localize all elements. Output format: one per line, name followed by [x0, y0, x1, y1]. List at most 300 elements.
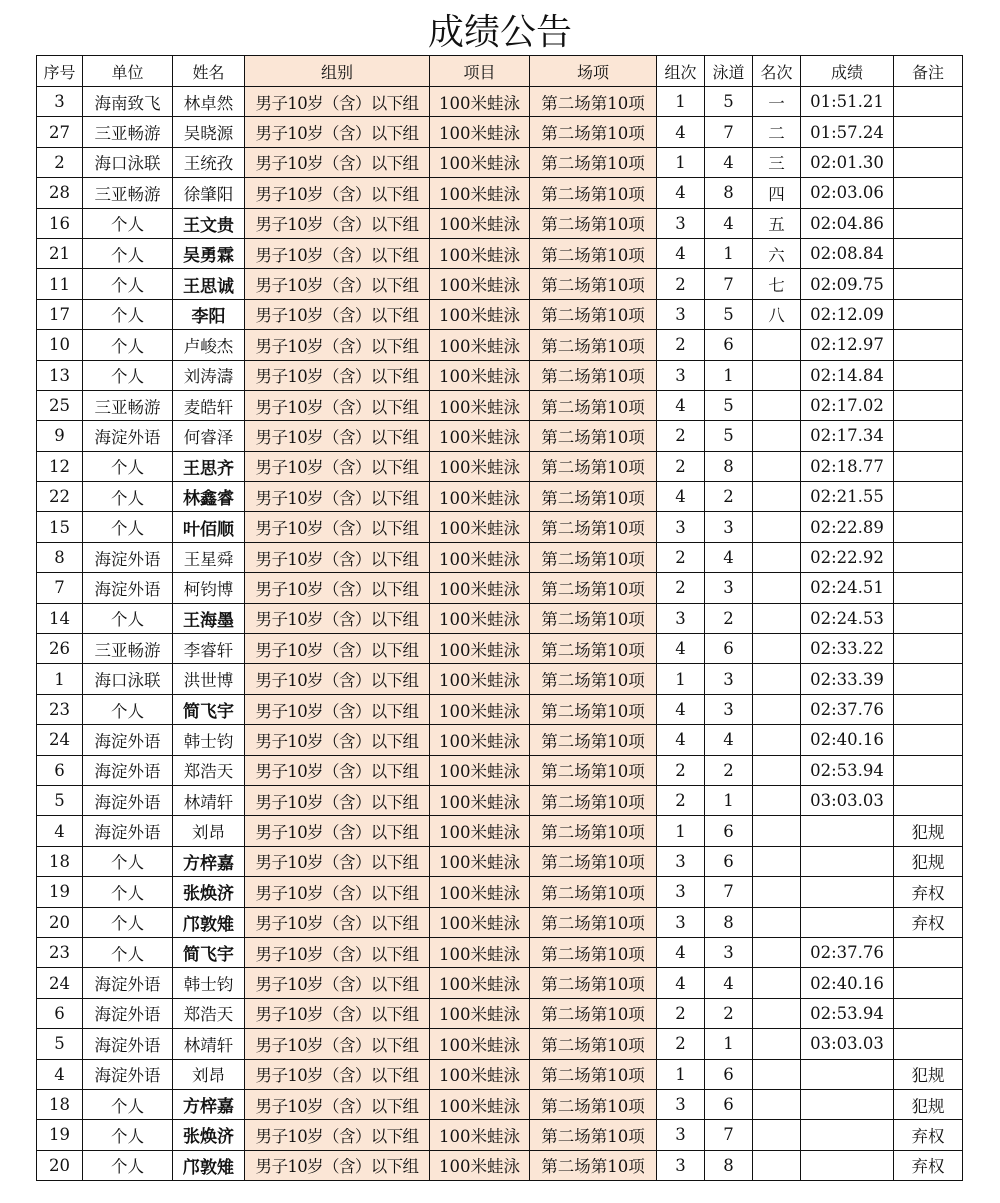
cell-unit: 三亚畅游: [83, 634, 173, 664]
cell-unit: 海淀外语: [83, 785, 173, 815]
cell-session: 第二场第10项: [530, 238, 657, 268]
cell-event: 100米蛙泳: [430, 482, 530, 512]
table-row: [37, 907, 963, 937]
cell-group: 男子10岁（含）以下组: [245, 907, 430, 937]
cell-no: 16: [37, 208, 83, 238]
cell-unit: 个人: [83, 208, 173, 238]
cell-name: 林靖轩: [173, 1029, 245, 1059]
cell-group: 男子10岁（含）以下组: [245, 1029, 430, 1059]
cell-lane: 3: [705, 512, 753, 542]
cell-time: [801, 877, 894, 907]
cell-event: 100米蛙泳: [430, 603, 530, 633]
table-row: [37, 482, 963, 512]
cell-group: 男子10岁（含）以下组: [245, 178, 430, 208]
cell-name: 张焕济: [173, 877, 245, 907]
cell-time: 02:17.02: [801, 390, 894, 420]
cell-note: [894, 360, 963, 390]
cell-time: [801, 1059, 894, 1089]
cell-unit: 个人: [83, 269, 173, 299]
cell-event: 100米蛙泳: [430, 390, 530, 420]
cell-unit: 个人: [83, 238, 173, 268]
cell-lane: 6: [705, 634, 753, 664]
cell-no: 5: [37, 1029, 83, 1059]
cell-note: 弃权: [894, 1150, 963, 1180]
cell-rank: [753, 634, 801, 664]
cell-name: 吴晓源: [173, 117, 245, 147]
cell-name: 简飞宇: [173, 937, 245, 967]
header-cell-group: 组别: [245, 56, 430, 87]
cell-event: 100米蛙泳: [430, 1089, 530, 1119]
table-row: [37, 330, 963, 360]
cell-rank: [753, 877, 801, 907]
table-row: [37, 1150, 963, 1180]
cell-name: 郑浩天: [173, 998, 245, 1028]
cell-rank: [753, 451, 801, 481]
cell-rank: [753, 725, 801, 755]
cell-unit: 个人: [83, 877, 173, 907]
cell-no: 4: [37, 1059, 83, 1089]
cell-lane: 7: [705, 117, 753, 147]
cell-lane: 1: [705, 360, 753, 390]
cell-heat: 2: [657, 998, 705, 1028]
cell-no: 24: [37, 725, 83, 755]
cell-lane: 3: [705, 664, 753, 694]
cell-name: 张焕济: [173, 1120, 245, 1150]
cell-no: 13: [37, 360, 83, 390]
cell-no: 21: [37, 238, 83, 268]
cell-lane: 6: [705, 1089, 753, 1119]
cell-heat: 4: [657, 725, 705, 755]
cell-unit: 个人: [83, 512, 173, 542]
cell-unit: 个人: [83, 603, 173, 633]
cell-session: 第二场第10项: [530, 937, 657, 967]
cell-unit: 海淀外语: [83, 816, 173, 846]
cell-lane: 3: [705, 937, 753, 967]
cell-event: 100米蛙泳: [430, 238, 530, 268]
cell-unit: 海口泳联: [83, 664, 173, 694]
cell-event: 100米蛙泳: [430, 117, 530, 147]
cell-group: 男子10岁（含）以下组: [245, 877, 430, 907]
cell-time: 01:51.21: [801, 87, 894, 117]
cell-group: 男子10岁（含）以下组: [245, 147, 430, 177]
cell-event: 100米蛙泳: [430, 451, 530, 481]
cell-heat: 3: [657, 603, 705, 633]
cell-no: 28: [37, 178, 83, 208]
cell-session: 第二场第10项: [530, 208, 657, 238]
cell-no: 18: [37, 846, 83, 876]
cell-unit: 三亚畅游: [83, 178, 173, 208]
header-cell-session: 场项: [530, 56, 657, 87]
cell-unit: 个人: [83, 1120, 173, 1150]
cell-rank: [753, 512, 801, 542]
cell-time: 02:01.30: [801, 147, 894, 177]
header-cell-no: 序号: [37, 56, 83, 87]
cell-heat: 4: [657, 937, 705, 967]
cell-no: 15: [37, 512, 83, 542]
cell-rank: 五: [753, 208, 801, 238]
cell-heat: 4: [657, 694, 705, 724]
cell-lane: 5: [705, 421, 753, 451]
table-row: [37, 299, 963, 329]
cell-session: 第二场第10项: [530, 1089, 657, 1119]
cell-event: 100米蛙泳: [430, 360, 530, 390]
cell-note: [894, 694, 963, 724]
cell-name: 韩士钧: [173, 968, 245, 998]
cell-lane: 4: [705, 968, 753, 998]
cell-lane: 2: [705, 998, 753, 1028]
cell-heat: 3: [657, 846, 705, 876]
table-row: [37, 87, 963, 117]
cell-heat: 4: [657, 634, 705, 664]
cell-name: 王文贵: [173, 208, 245, 238]
cell-no: 6: [37, 755, 83, 785]
cell-time: 02:12.97: [801, 330, 894, 360]
table-row: [37, 725, 963, 755]
cell-note: [894, 451, 963, 481]
cell-note: [894, 269, 963, 299]
cell-lane: 2: [705, 603, 753, 633]
cell-group: 男子10岁（含）以下组: [245, 755, 430, 785]
cell-no: 22: [37, 482, 83, 512]
cell-unit: 海南致飞: [83, 87, 173, 117]
cell-note: 弃权: [894, 877, 963, 907]
cell-name: 吴勇霖: [173, 238, 245, 268]
cell-name: 韩士钧: [173, 725, 245, 755]
cell-heat: 2: [657, 451, 705, 481]
cell-note: [894, 755, 963, 785]
cell-event: 100米蛙泳: [430, 87, 530, 117]
cell-rank: [753, 421, 801, 451]
cell-rank: 三: [753, 147, 801, 177]
cell-heat: 4: [657, 178, 705, 208]
table-row: [37, 998, 963, 1028]
cell-time: [801, 846, 894, 876]
table-row: [37, 877, 963, 907]
cell-name: 简飞宇: [173, 694, 245, 724]
cell-unit: 海口泳联: [83, 147, 173, 177]
header-cell-note: 备注: [894, 56, 963, 87]
cell-name: 刘昂: [173, 816, 245, 846]
cell-unit: 个人: [83, 451, 173, 481]
cell-no: 2: [37, 147, 83, 177]
cell-note: [894, 968, 963, 998]
cell-heat: 1: [657, 1059, 705, 1089]
cell-unit: 个人: [83, 694, 173, 724]
cell-group: 男子10岁（含）以下组: [245, 542, 430, 572]
cell-session: 第二场第10项: [530, 330, 657, 360]
table-row: [37, 846, 963, 876]
cell-rank: 八: [753, 299, 801, 329]
cell-event: 100米蛙泳: [430, 1120, 530, 1150]
cell-heat: 3: [657, 877, 705, 907]
cell-lane: 5: [705, 390, 753, 420]
cell-session: 第二场第10项: [530, 299, 657, 329]
cell-name: 王统孜: [173, 147, 245, 177]
cell-unit: 海淀外语: [83, 1059, 173, 1089]
cell-note: [894, 147, 963, 177]
cell-time: [801, 816, 894, 846]
cell-lane: 3: [705, 573, 753, 603]
cell-lane: 4: [705, 725, 753, 755]
cell-group: 男子10岁（含）以下组: [245, 360, 430, 390]
cell-session: 第二场第10项: [530, 725, 657, 755]
cell-session: 第二场第10项: [530, 694, 657, 724]
cell-name: 林鑫睿: [173, 482, 245, 512]
cell-note: [894, 1029, 963, 1059]
cell-heat: 4: [657, 482, 705, 512]
cell-unit: 个人: [83, 482, 173, 512]
cell-unit: 海淀外语: [83, 725, 173, 755]
cell-name: 方梓嘉: [173, 1089, 245, 1119]
cell-session: 第二场第10项: [530, 664, 657, 694]
cell-event: 100米蛙泳: [430, 634, 530, 664]
cell-lane: 2: [705, 755, 753, 785]
cell-rank: [753, 968, 801, 998]
cell-unit: 个人: [83, 907, 173, 937]
cell-session: 第二场第10项: [530, 87, 657, 117]
cell-time: [801, 907, 894, 937]
cell-heat: 1: [657, 147, 705, 177]
cell-rank: 四: [753, 178, 801, 208]
cell-time: 02:12.09: [801, 299, 894, 329]
cell-heat: 3: [657, 907, 705, 937]
cell-rank: 七: [753, 269, 801, 299]
cell-no: 6: [37, 998, 83, 1028]
cell-lane: 2: [705, 482, 753, 512]
cell-event: 100米蛙泳: [430, 968, 530, 998]
cell-note: [894, 482, 963, 512]
cell-group: 男子10岁（含）以下组: [245, 390, 430, 420]
cell-session: 第二场第10项: [530, 482, 657, 512]
header-row: [37, 56, 963, 87]
cell-no: 25: [37, 390, 83, 420]
cell-heat: 3: [657, 299, 705, 329]
cell-time: 02:22.89: [801, 512, 894, 542]
cell-rank: [753, 360, 801, 390]
cell-event: 100米蛙泳: [430, 998, 530, 1028]
cell-note: [894, 725, 963, 755]
cell-name: 王思齐: [173, 451, 245, 481]
cell-heat: 1: [657, 87, 705, 117]
cell-group: 男子10岁（含）以下组: [245, 421, 430, 451]
cell-time: 02:33.39: [801, 664, 894, 694]
cell-group: 男子10岁（含）以下组: [245, 694, 430, 724]
cell-no: 3: [37, 87, 83, 117]
cell-group: 男子10岁（含）以下组: [245, 998, 430, 1028]
cell-lane: 8: [705, 1150, 753, 1180]
cell-heat: 1: [657, 664, 705, 694]
cell-time: 01:57.24: [801, 117, 894, 147]
cell-event: 100米蛙泳: [430, 421, 530, 451]
cell-time: 02:14.84: [801, 360, 894, 390]
cell-group: 男子10岁（含）以下组: [245, 1150, 430, 1180]
table-row: [37, 238, 963, 268]
cell-rank: [753, 755, 801, 785]
cell-group: 男子10岁（含）以下组: [245, 573, 430, 603]
cell-event: 100米蛙泳: [430, 1150, 530, 1180]
cell-event: 100米蛙泳: [430, 694, 530, 724]
cell-no: 7: [37, 573, 83, 603]
table-row: [37, 390, 963, 420]
cell-event: 100米蛙泳: [430, 755, 530, 785]
cell-note: [894, 330, 963, 360]
cell-event: 100米蛙泳: [430, 330, 530, 360]
cell-rank: [753, 603, 801, 633]
cell-lane: 7: [705, 877, 753, 907]
cell-session: 第二场第10项: [530, 360, 657, 390]
cell-rank: [753, 664, 801, 694]
cell-heat: 3: [657, 208, 705, 238]
cell-group: 男子10岁（含）以下组: [245, 299, 430, 329]
cell-time: 03:03.03: [801, 785, 894, 815]
cell-unit: 个人: [83, 1150, 173, 1180]
cell-heat: 4: [657, 968, 705, 998]
table-row: [37, 816, 963, 846]
cell-note: [894, 542, 963, 572]
cell-group: 男子10岁（含）以下组: [245, 725, 430, 755]
cell-event: 100米蛙泳: [430, 785, 530, 815]
cell-name: 邝敦雉: [173, 1150, 245, 1180]
cell-note: [894, 238, 963, 268]
cell-heat: 2: [657, 785, 705, 815]
cell-group: 男子10岁（含）以下组: [245, 846, 430, 876]
cell-lane: 7: [705, 269, 753, 299]
cell-group: 男子10岁（含）以下组: [245, 1120, 430, 1150]
cell-group: 男子10岁（含）以下组: [245, 968, 430, 998]
header-cell-heat: 组次: [657, 56, 705, 87]
cell-heat: 3: [657, 1089, 705, 1119]
cell-name: 郑浩天: [173, 755, 245, 785]
cell-no: 12: [37, 451, 83, 481]
cell-heat: 2: [657, 421, 705, 451]
cell-session: 第二场第10项: [530, 390, 657, 420]
cell-session: 第二场第10项: [530, 998, 657, 1028]
cell-name: 王星舜: [173, 542, 245, 572]
cell-name: 洪世博: [173, 664, 245, 694]
cell-unit: 海淀外语: [83, 1029, 173, 1059]
cell-heat: 4: [657, 390, 705, 420]
cell-no: 26: [37, 634, 83, 664]
cell-rank: [753, 816, 801, 846]
cell-event: 100米蛙泳: [430, 816, 530, 846]
cell-note: [894, 178, 963, 208]
cell-heat: 2: [657, 542, 705, 572]
cell-time: 03:03.03: [801, 1029, 894, 1059]
cell-name: 王思诚: [173, 269, 245, 299]
cell-time: 02:03.06: [801, 178, 894, 208]
cell-group: 男子10岁（含）以下组: [245, 634, 430, 664]
cell-event: 100米蛙泳: [430, 299, 530, 329]
cell-name: 林卓然: [173, 87, 245, 117]
table-row: [37, 1029, 963, 1059]
cell-heat: 2: [657, 269, 705, 299]
cell-session: 第二场第10项: [530, 1029, 657, 1059]
cell-rank: [753, 998, 801, 1028]
cell-heat: 4: [657, 238, 705, 268]
cell-group: 男子10岁（含）以下组: [245, 1059, 430, 1089]
cell-heat: 4: [657, 117, 705, 147]
cell-group: 男子10岁（含）以下组: [245, 512, 430, 542]
cell-name: 林靖轩: [173, 785, 245, 815]
cell-group: 男子10岁（含）以下组: [245, 451, 430, 481]
cell-group: 男子10岁（含）以下组: [245, 87, 430, 117]
cell-lane: 4: [705, 208, 753, 238]
cell-no: 20: [37, 1150, 83, 1180]
cell-session: 第二场第10项: [530, 512, 657, 542]
cell-time: 02:53.94: [801, 755, 894, 785]
cell-rank: [753, 390, 801, 420]
cell-note: 弃权: [894, 907, 963, 937]
cell-unit: 三亚畅游: [83, 117, 173, 147]
cell-session: 第二场第10项: [530, 1120, 657, 1150]
cell-session: 第二场第10项: [530, 877, 657, 907]
cell-event: 100米蛙泳: [430, 877, 530, 907]
cell-note: 犯规: [894, 816, 963, 846]
table-row: [37, 968, 963, 998]
cell-heat: 2: [657, 1029, 705, 1059]
cell-time: [801, 1150, 894, 1180]
header-cell-rank: 名次: [753, 56, 801, 87]
header-cell-unit: 单位: [83, 56, 173, 87]
cell-no: 8: [37, 542, 83, 572]
cell-unit: 海淀外语: [83, 542, 173, 572]
cell-time: 02:04.86: [801, 208, 894, 238]
cell-event: 100米蛙泳: [430, 269, 530, 299]
cell-time: [801, 1089, 894, 1119]
cell-note: 犯规: [894, 846, 963, 876]
cell-note: [894, 87, 963, 117]
cell-rank: [753, 542, 801, 572]
cell-note: [894, 664, 963, 694]
cell-no: 20: [37, 907, 83, 937]
cell-rank: [753, 907, 801, 937]
cell-event: 100米蛙泳: [430, 147, 530, 177]
cell-rank: [753, 330, 801, 360]
cell-group: 男子10岁（含）以下组: [245, 937, 430, 967]
cell-group: 男子10岁（含）以下组: [245, 816, 430, 846]
cell-session: 第二场第10项: [530, 755, 657, 785]
cell-group: 男子10岁（含）以下组: [245, 208, 430, 238]
table-row: [37, 1120, 963, 1150]
cell-name: 李阳: [173, 299, 245, 329]
cell-rank: [753, 1089, 801, 1119]
cell-note: [894, 634, 963, 664]
cell-unit: 个人: [83, 330, 173, 360]
cell-group: 男子10岁（含）以下组: [245, 482, 430, 512]
cell-name: 李睿轩: [173, 634, 245, 664]
cell-lane: 6: [705, 1059, 753, 1089]
cell-lane: 1: [705, 238, 753, 268]
cell-unit: 海淀外语: [83, 421, 173, 451]
cell-time: 02:22.92: [801, 542, 894, 572]
cell-event: 100米蛙泳: [430, 1029, 530, 1059]
cell-lane: 8: [705, 907, 753, 937]
table-row: [37, 603, 963, 633]
cell-session: 第二场第10项: [530, 421, 657, 451]
cell-no: 19: [37, 1120, 83, 1150]
cell-rank: [753, 1029, 801, 1059]
table-row: [37, 178, 963, 208]
cell-time: 02:17.34: [801, 421, 894, 451]
cell-rank: 六: [753, 238, 801, 268]
table-row: [37, 512, 963, 542]
cell-rank: [753, 694, 801, 724]
cell-rank: [753, 573, 801, 603]
cell-name: 方梓嘉: [173, 846, 245, 876]
table-row: [37, 634, 963, 664]
cell-rank: [753, 937, 801, 967]
cell-lane: 4: [705, 542, 753, 572]
